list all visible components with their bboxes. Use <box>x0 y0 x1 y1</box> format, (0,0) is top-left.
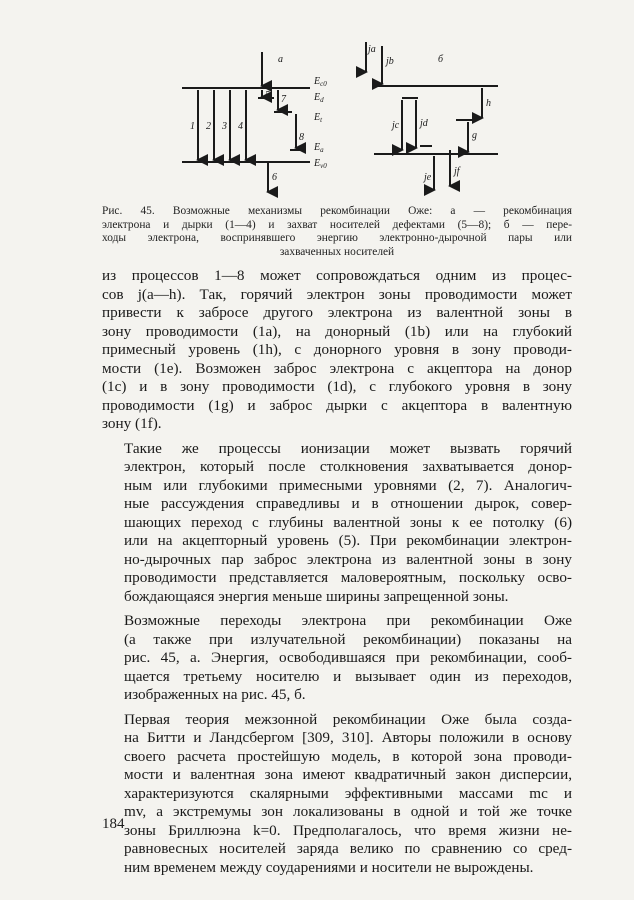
text-line: мости и валентная зона имеют квадратичный закон дисперсии, <box>124 766 572 783</box>
text-line: зону проводимости (1a), на донорный (1b) или на глубокий <box>102 322 572 340</box>
text-line: бождающаяся энергия меньше ширины запрещенной зоны. <box>124 587 509 605</box>
paragraph-2 <box>102 440 572 607</box>
label-je: je <box>424 172 432 183</box>
text-line: Первая теория межзонной рекомбинации Оже была созда- <box>124 710 572 728</box>
text-line: рис. 45, а. Энергия, освободившаяся при рекомбинации, сооб- <box>124 649 572 666</box>
text-line: ные рассуждения справедливы и в отношении дырок, совер- <box>124 495 572 512</box>
text-line: сов j(a—h). Так, горячий электрон зоны проводимости может <box>102 285 572 303</box>
page-number: 184 <box>102 816 125 832</box>
paragraph-1 <box>102 267 572 434</box>
auger-diagram <box>170 28 590 203</box>
text-line: из процессов 1—8 может сопровождаться одним из процес- <box>102 267 572 284</box>
level-label-et: $E_t$ <box>314 112 323 124</box>
body-text <box>102 267 572 883</box>
level-label-ea: $E_a$ <box>314 142 324 154</box>
text-line: электрон, который после столкновения захватывается донор- <box>124 458 572 475</box>
figure-caption <box>102 205 572 259</box>
text-line: проводимости представляется маловероятным, поскольку осво- <box>124 569 572 586</box>
label-jd: jd <box>420 118 428 129</box>
panel-b-label: б <box>438 54 444 65</box>
label-h: h <box>486 98 491 109</box>
label-jf: jf <box>454 166 460 177</box>
paragraph-4 <box>102 711 572 878</box>
label-5: 5 <box>265 90 270 101</box>
text-line: примесный уровень (1h), с донорного уровня в зону проводи- <box>102 341 572 358</box>
level-label-ed: $E_d$ <box>314 92 324 104</box>
figure-45 <box>170 28 590 203</box>
label-1: 1 <box>190 121 195 132</box>
text-line: mv, а экстремумы зон локализованы в одной и той же точке <box>124 803 572 820</box>
label-ja: ja <box>368 44 376 55</box>
caption-line: Рис. 45. Возможные механизмы рекомбинации Оже: а — рекомбинация <box>102 205 572 217</box>
label-g: g <box>472 130 477 141</box>
text-line: зону (1f). <box>102 415 162 432</box>
level-label-ev0: $E_{v0}$ <box>314 158 327 170</box>
caption-line: захваченных носителей <box>279 245 395 258</box>
level-label-ec0: $E_{c0}$ <box>314 76 327 88</box>
label-8: 8 <box>299 132 304 143</box>
text-line: (а также при излучательной рекомбинации) показаны на <box>124 630 572 648</box>
label-jb: jb <box>386 56 394 67</box>
text-line: но-дырочных пар заброс электрона из валентной зоны в зону <box>124 550 572 568</box>
text-line: своего расчета простейшую модель, в которой зона проводи- <box>124 747 572 765</box>
text-line: равновесных носителей заряда велико по сравнению со сред- <box>124 840 572 857</box>
text-line: зоны Бриллюэна k=0. Предполагалось, что время жизни не- <box>124 821 572 839</box>
text-line: мости (1e). Возможен заброс электрона с акцептора на донор <box>102 359 572 377</box>
panel-a <box>182 52 310 192</box>
text-line: Такие же процессы ионизации может вызвать горячий <box>124 439 572 457</box>
panel-b-labels <box>366 44 491 183</box>
text-line: ным или глубокими примесными уровнями (2, 7). Аналогич- <box>124 476 572 494</box>
label-6: 6 <box>272 172 277 183</box>
caption-line: ходы электрона, воспринявшего энергию электронно-дырочной пары или <box>102 232 572 245</box>
panel-a-label: a <box>278 54 283 65</box>
text-line: (1c) и в зону проводимости (1d), с глубокого уровня в зону <box>102 378 572 395</box>
text-line: на Битти и Ландсбергом [309, 310]. Авторы положили в основу <box>124 729 572 746</box>
text-line: Возможные переходы электрона при рекомбинации Оже <box>124 612 572 629</box>
label-jc: jc <box>392 120 400 131</box>
paragraph-3 <box>102 612 572 705</box>
panel-a-labels <box>190 54 327 183</box>
text-line: проводимости (1g) и заброс дырки с акцептора в валентную <box>102 396 572 414</box>
text-line: характеризуются скалярными эффективными массами mc и <box>124 784 572 802</box>
label-7: 7 <box>281 94 286 105</box>
text-line: изображенных на рис. 45, б. <box>124 686 306 703</box>
text-line: щается третьему носителю и вызывает один из переходов, <box>124 667 572 685</box>
label-4: 4 <box>238 121 243 132</box>
label-2: 2 <box>206 121 211 132</box>
text-line: шающих переход с глубины валентной зоны к ее потолку (6) <box>124 513 572 531</box>
label-3: 3 <box>222 121 227 132</box>
text-line: или на акцепторный уровень (5). При рекомбинации электрон- <box>124 532 572 549</box>
caption-line: электрона и дырки (1—4) и захват носителей дефектами (5—8); б — пере- <box>102 218 572 231</box>
text-line: ним временем между соударениями и носители не вырождены. <box>124 858 534 876</box>
text-line: привести к забросе другого электрона из валентной зоны в <box>102 304 572 321</box>
